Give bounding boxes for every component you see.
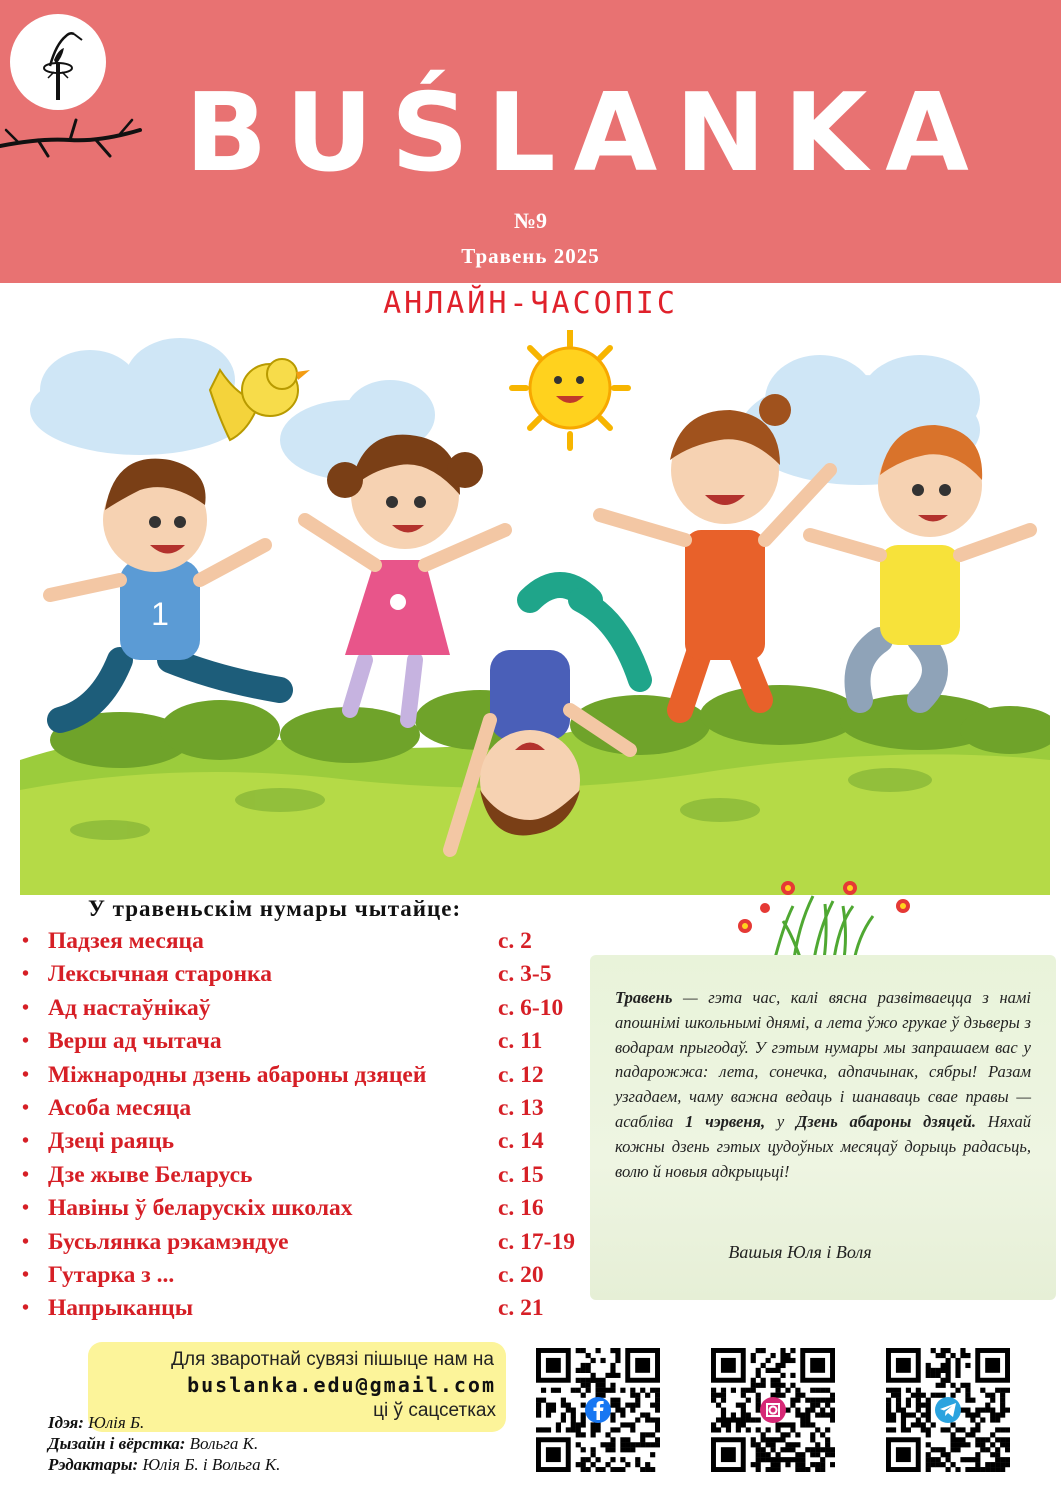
instagram-icon [760,1397,786,1423]
bullet-icon: • [22,1063,30,1086]
stork-icon [10,14,106,110]
toc-item-page: с. 15 [498,1161,544,1188]
toc-item[interactable] [22,1060,622,1093]
toc-item-title: Гутарка з ... [48,1261,175,1288]
credit-line [48,1454,280,1475]
kid-girl-pink [305,435,505,720]
toc-item-page: с. 21 [498,1295,544,1322]
toc-item-page: с. 2 [498,928,532,954]
credit-line [48,1412,280,1433]
toc-item[interactable] [22,1160,622,1193]
toc-item-page: с. 17-19 [498,1228,576,1255]
toc-item-title: Дзеці раяць [48,1128,175,1155]
toc-item-page: с. 6-10 [498,994,564,1021]
kids-playing-illustration [20,330,1050,895]
toc-item-title: Ад настаўнікаў [48,994,211,1021]
bullet-icon: • [22,963,30,986]
kid-boy-blue [50,459,280,720]
contact-line: Для зваротнай сувязі пішыце нам на [171,1349,494,1370]
bullet-icon: • [22,996,30,1019]
editorial-signature: Вашыя Юля і Воля [728,1242,872,1262]
toc-item-title: Навіны ў беларускіх школах [48,1195,353,1222]
toc-item[interactable] [22,1093,622,1126]
telegram-qr-code[interactable] [886,1348,1010,1472]
bullet-icon: • [22,1263,30,1286]
editorial-part-1: — гэта час, калі вясна развітваецца з намі апошнімі школьнымі днямі, а лета ўжо грукае ў дзьверы з водарам прыгодаў. У гэтым нумары мы запрашаем вас у падарожжа: лета, сонечка, адпачынак, сябры! Разам узгадаем, чаму важна ведаць і шанаваць свае правы — асабліва [615,988,1031,1131]
credit-line [48,1433,280,1454]
toc-item-page: с. 11 [498,1028,543,1055]
instagram-qr-code[interactable] [711,1348,835,1472]
contact-social-line: ці ў сацсетках [373,1400,496,1421]
svg-text:1: 1 [151,596,169,632]
toc-item-page: с. 20 [498,1261,544,1288]
telegram-icon [935,1397,961,1423]
sun-icon [512,330,628,448]
bullet-icon: • [22,1030,30,1053]
editorial-lead: Травень [615,988,673,1007]
facebook-qr-code[interactable] [536,1348,660,1472]
toc-item[interactable] [22,1293,622,1326]
issue-date: Травень 2025 [461,244,600,268]
credit-role: Рэдактары: [48,1455,139,1474]
toc-item[interactable] [22,926,622,959]
toc-item-page: с. 14 [498,1128,544,1155]
toc-item-title: Бусьлянка рэкамэндуе [48,1228,289,1255]
toc-item-page: с. 3-5 [498,961,552,988]
toc-item[interactable] [22,1227,622,1260]
toc-item[interactable] [22,993,622,1026]
toc-item[interactable] [22,1193,622,1226]
toc-item-title: Напрыканцы [48,1295,194,1322]
editorial-text [615,986,1031,1184]
toc-item-page: с. 12 [498,1061,544,1088]
toc-item[interactable] [22,959,622,992]
bullet-icon: • [22,1163,30,1186]
bullet-icon: • [22,1096,30,1119]
bullet-icon: • [22,1197,30,1220]
toc-item[interactable] [22,1126,622,1159]
toc-item-page: с. 16 [498,1195,544,1222]
stork-logo [10,14,106,110]
credits [48,1412,280,1475]
credit-role: Дызайн і вёрстка: [48,1434,186,1453]
toc-item-title: Міжнародны дзень абароны дзяцей [48,1061,427,1088]
editorial-part-2: у [765,1111,797,1131]
editorial-holiday: Дзень абароны дзяцей. [796,1111,977,1131]
branch-icon [0,112,145,162]
bullet-icon: • [22,1230,30,1253]
toc-item-title: Асоба месяца [48,1094,192,1121]
credit-role: Ідэя: [48,1413,84,1432]
toc-item[interactable] [22,1260,622,1293]
credit-name: Юлія Б. і Вольга К. [142,1455,281,1474]
issue-number: №9 [513,208,548,233]
toc-item-page: с. 13 [498,1094,544,1121]
credit-name: Юлія Б. [88,1413,145,1432]
editorial-date: 1 чэрвеня, [685,1111,766,1131]
editorial-part-3: Няхай кожны дзень гэтых цудоўных месяцаў дорыць радасьць, волю й новыя адкрыцьці! [615,1111,1031,1181]
contact-email-link[interactable]: buslanka.edu@gmail.com [187,1373,496,1397]
table-of-contents [22,926,622,1327]
bullet-icon: • [22,930,30,952]
toc-item-title: Дзе жыве Беларусь [48,1161,253,1188]
toc-item[interactable] [22,1026,622,1059]
header-banner [0,0,1061,283]
toc-heading: У травеньскім нумары чытайце: [88,896,462,921]
bullet-icon: • [22,1130,30,1153]
bullet-icon: • [22,1297,30,1320]
magazine-title: BUŚLANKA [185,71,987,196]
toc-item-title: Верш ад чытача [48,1028,222,1055]
credit-name: Вольга К. [189,1434,259,1453]
toc-item-title: Лексычная старонка [48,961,272,988]
facebook-icon [585,1397,611,1423]
magazine-subtitle: АНЛАЙН-ЧАСОПІС [383,286,678,321]
toc-item-title: Падзея месяца [48,928,204,954]
